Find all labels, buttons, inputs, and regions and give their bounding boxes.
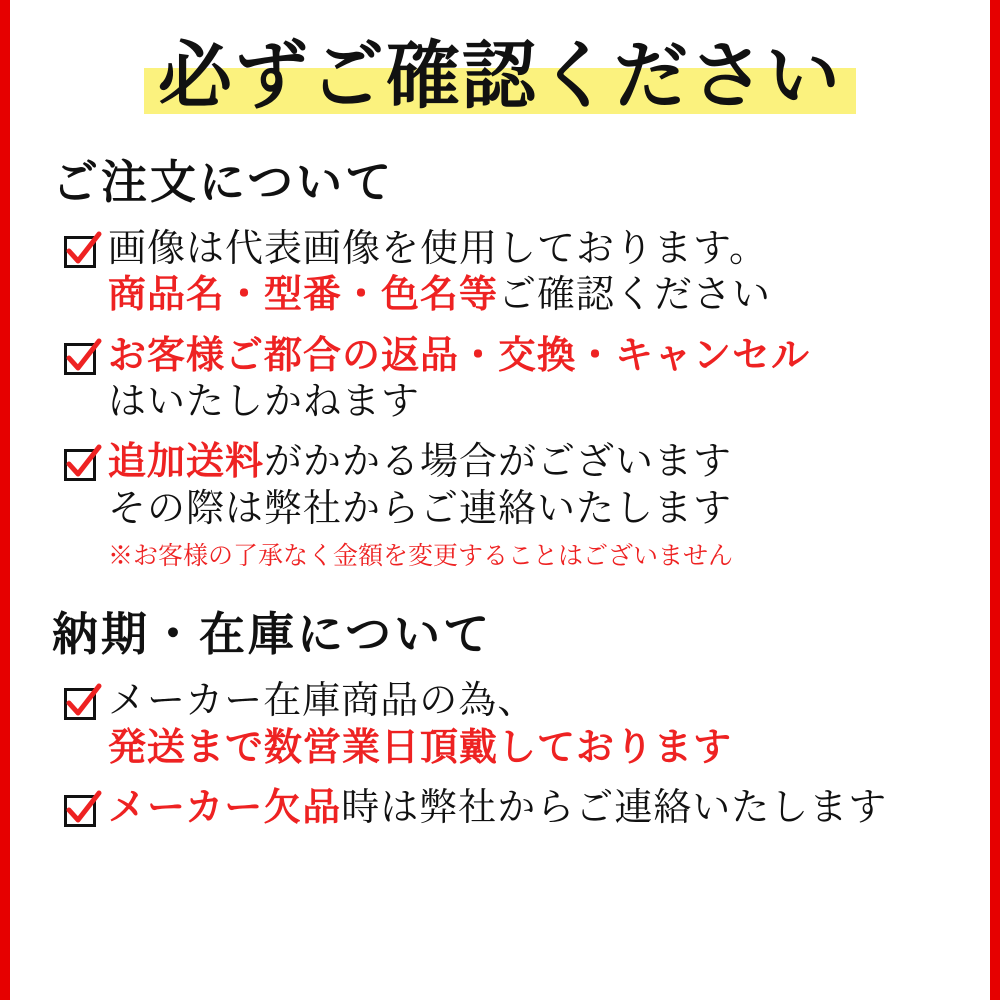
notice-content bbox=[10, 0, 990, 1000]
emphasis-red: 商品名・型番・色名等 bbox=[108, 274, 499, 317]
checkbox-checked-icon bbox=[62, 445, 102, 485]
list-item-line bbox=[108, 439, 960, 485]
list-item-line bbox=[108, 272, 960, 318]
page-title-wrap bbox=[40, 36, 960, 128]
list-item bbox=[62, 333, 960, 426]
list-item bbox=[62, 785, 960, 831]
checkbox-checked-icon bbox=[62, 684, 102, 724]
list-item-line-rest: ご確認ください bbox=[498, 274, 772, 317]
list-item-note: ※お客様の了承なく金額を変更することはございません bbox=[108, 543, 734, 571]
emphasis-red: 追加送料 bbox=[108, 441, 265, 484]
list-item-text bbox=[108, 333, 960, 426]
emphasis-red: メーカー欠品 bbox=[108, 786, 342, 829]
list-item bbox=[62, 226, 960, 319]
list-item-line: 画像は代表画像を使用しております。 bbox=[108, 228, 768, 270]
list-item-line: 発送まで数営業日頂戴しております bbox=[108, 726, 733, 769]
page-title-text: 必ずご確認ください bbox=[158, 36, 842, 118]
list-item bbox=[62, 678, 960, 771]
list-item-line: その際は弊社からご連絡いたします bbox=[108, 487, 733, 530]
list-item-text bbox=[108, 785, 960, 831]
list-item-line: お客様ご都合の返品・交換・キャンセル bbox=[108, 334, 811, 377]
section-heading-delivery: 納期・在庫について bbox=[52, 609, 493, 661]
list-item-line-rest: 時は弊社からご連絡いたします bbox=[341, 786, 888, 829]
list-item-text bbox=[108, 226, 960, 319]
checkbox-checked-icon bbox=[62, 232, 102, 272]
list-item-text bbox=[108, 678, 960, 771]
list-item bbox=[62, 439, 960, 572]
page-title bbox=[144, 36, 856, 124]
checkbox-checked-icon bbox=[62, 339, 102, 379]
checkbox-checked-icon bbox=[62, 791, 102, 831]
list-item-line: はいたしかねます bbox=[108, 381, 421, 424]
list-item-line bbox=[108, 785, 960, 831]
list-item-line-rest: がかかる場合がございます bbox=[264, 441, 733, 484]
list-item-text bbox=[108, 439, 960, 572]
section-heading-order: ご注文について bbox=[52, 157, 395, 208]
list-item-line: メーカー在庫商品の為、 bbox=[108, 680, 537, 723]
